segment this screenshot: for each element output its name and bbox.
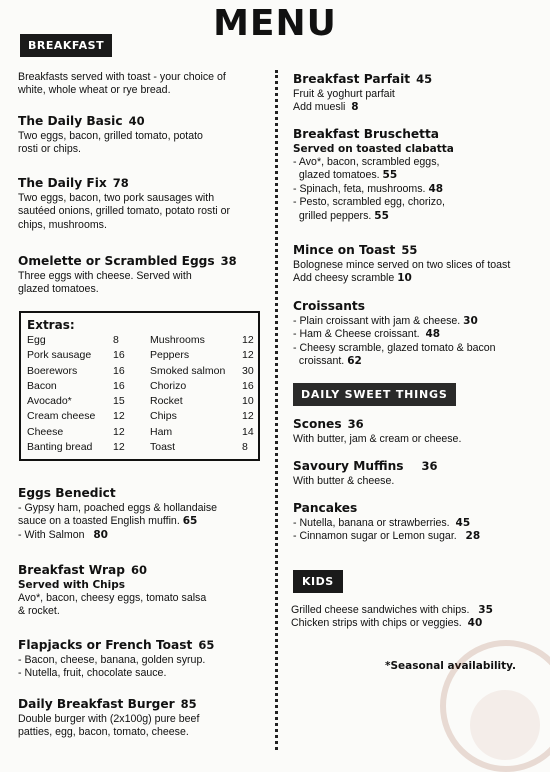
item-option: - With Salmon: [18, 528, 85, 541]
item-price: 8: [351, 101, 359, 114]
extras-row: [150, 348, 258, 363]
item-price: 10: [397, 272, 412, 285]
item-price: 28: [465, 530, 481, 543]
item-option: Add muesli: [293, 101, 346, 114]
sweet-things-section-header: DAILY SWEET THINGS: [293, 383, 456, 406]
extras-row: [27, 379, 137, 394]
item-description: Two eggs, bacon, two pork sausages with: [18, 192, 215, 204]
extras-row: [27, 364, 137, 379]
menu-title: MENU: [213, 3, 337, 44]
menu-item-mince-on-toast: [293, 242, 510, 286]
extra-price: 12: [113, 425, 125, 438]
item-price: 55: [382, 169, 398, 182]
item-name: Breakfast Wrap: [18, 563, 125, 577]
extras-row: [150, 425, 258, 440]
extra-price: 12: [242, 349, 254, 362]
item-price: 38: [220, 254, 237, 268]
item-price: 40: [128, 114, 145, 128]
kids-item: Grilled cheese sandwiches with chips.: [291, 604, 470, 616]
item-name: Scones: [293, 417, 342, 431]
breakfast-intro: [18, 71, 226, 98]
item-name: The Daily Basic: [18, 114, 123, 128]
menu-item-pancakes: [293, 500, 480, 544]
menu-item-omelette: [18, 253, 237, 297]
item-option: - Ham & Cheese croissant.: [293, 328, 420, 341]
breakfast-section-header: BREAKFAST: [20, 34, 112, 57]
extra-name: Bacon: [27, 379, 57, 392]
extra-name: Peppers: [150, 349, 190, 362]
extras-title: Extras:: [27, 318, 75, 332]
menu-item-daily-fix: [18, 175, 230, 232]
item-price: 65: [182, 515, 198, 528]
item-price: 85: [180, 697, 197, 711]
item-description: chips, mushrooms.: [18, 218, 107, 231]
extra-name: Rocket: [150, 395, 183, 408]
item-price: 60: [130, 563, 147, 577]
extra-price: 8: [113, 334, 119, 346]
item-name: Flapjacks or French Toast: [18, 638, 193, 652]
item-name: The Daily Fix: [18, 176, 107, 190]
item-description: Avo*, bacon, cheesy eggs, tomato salsa: [18, 592, 207, 604]
extra-price: 12: [242, 410, 254, 423]
item-price: 36: [347, 417, 364, 431]
extra-price: 14: [242, 425, 254, 438]
extras-row: [150, 364, 258, 379]
extras-row: [27, 394, 137, 409]
extra-name: Toast: [150, 441, 176, 454]
extras-row: [27, 425, 137, 440]
item-option: grilled peppers.: [298, 209, 372, 222]
extra-name: Smoked salmon: [150, 364, 226, 377]
extra-name: Mushrooms: [150, 334, 205, 346]
extra-price: 16: [113, 379, 125, 392]
extras-list-1: [27, 333, 137, 455]
extra-name: Ham: [150, 425, 173, 438]
item-price: 80: [93, 528, 108, 541]
item-option: croissant.: [298, 355, 345, 368]
extras-row: [27, 333, 137, 348]
item-price: 62: [347, 355, 362, 368]
item-price: 30: [463, 315, 478, 327]
item-name: Croissants: [293, 299, 365, 313]
item-description: sauce on a toasted English muffin.: [18, 515, 180, 528]
item-name: Mince on Toast: [293, 243, 396, 257]
item-description: glazed tomatoes.: [18, 283, 99, 296]
extras-row: [150, 379, 258, 394]
extra-price: 12: [113, 441, 125, 454]
extras-row: [27, 409, 137, 424]
menu-item-burger: [18, 696, 199, 740]
extras-box: [19, 311, 260, 461]
menu-item-bruschetta: [293, 126, 454, 223]
item-description: & rocket.: [18, 605, 60, 618]
item-description: sautéed onions, grilled tomato, potato rosti or: [18, 205, 230, 218]
extra-name: Cream cheese: [27, 410, 96, 423]
item-description: Two eggs, bacon, grilled tomato, potato: [18, 130, 203, 142]
extra-name: Chips: [150, 410, 177, 423]
extra-name: Boerewors: [27, 364, 78, 377]
seasonal-note: *Seasonal availability.: [385, 660, 517, 672]
extras-row: [150, 409, 258, 424]
item-name: Daily Breakfast Burger: [18, 697, 175, 711]
item-description: Double burger with (2x100g) pure beef: [18, 713, 200, 725]
extra-name: Avocado*: [27, 395, 72, 408]
item-subtitle: Served with Chips: [18, 579, 125, 591]
extras-row: [150, 394, 258, 409]
extras-row: [150, 440, 258, 455]
menu-item-eggs-benedict: [18, 485, 217, 542]
extra-price: 16: [113, 364, 125, 377]
item-subtitle: Served on toasted clabatta: [293, 143, 454, 155]
extra-name: Chorizo: [150, 379, 187, 392]
item-price: 35: [478, 604, 493, 616]
extra-price: 12: [113, 410, 125, 423]
item-price: 65: [198, 638, 215, 652]
extra-price: 15: [113, 395, 125, 408]
item-name: Breakfast Parfait: [293, 72, 411, 86]
intro-line: white, whole wheat or rye bread.: [18, 84, 171, 97]
kids-item: Chicken strips with chips or veggies.: [291, 617, 462, 630]
item-description: With butter & cheese.: [293, 475, 395, 487]
extra-price: 16: [113, 349, 125, 362]
item-name: Savoury Muffins: [293, 459, 404, 473]
item-option: - Pesto, scrambled egg, chorizo,: [293, 196, 445, 209]
column-divider: [275, 70, 278, 750]
extras-row: [150, 333, 258, 348]
menu-item-parfait: [293, 71, 432, 115]
menu-item-savoury-muffins: [293, 458, 438, 488]
extra-price: 12: [242, 334, 254, 346]
extras-list-2: [150, 333, 258, 455]
item-price: 78: [112, 176, 129, 190]
item-option: - Nutella, banana or strawberries.: [293, 517, 450, 529]
item-name: Pancakes: [293, 501, 358, 515]
extra-price: 16: [242, 379, 254, 392]
item-name: Eggs Benedict: [18, 486, 116, 500]
extras-row: [27, 348, 137, 363]
item-price: 55: [401, 243, 418, 257]
item-option: - Spinach, feta, mushrooms.: [293, 182, 426, 195]
item-option: - Cheesy scramble, glazed tomato & bacon: [293, 341, 496, 354]
menu-item-daily-basic: [18, 113, 203, 157]
extras-row: [27, 440, 137, 455]
extra-name: Cheese: [27, 425, 64, 438]
item-option: - Cinnamon sugar or Lemon sugar.: [293, 530, 457, 543]
extra-name: Egg: [27, 334, 46, 346]
item-name: Breakfast Bruschetta: [293, 127, 440, 141]
kids-section-header: KIDS: [293, 570, 343, 593]
menu-item-croissants: [293, 298, 496, 369]
item-description: Bolognese mince served on two slices of toast: [293, 259, 511, 271]
intro-line: Breakfasts served with toast - your choice of: [18, 71, 226, 83]
item-price: 40: [467, 617, 483, 630]
item-price: 45: [416, 72, 433, 86]
item-price: 36: [421, 459, 438, 473]
menu-item-scones: [293, 416, 461, 446]
item-description: rosti or chips.: [18, 143, 81, 156]
extra-price: 30: [242, 364, 254, 377]
extra-price: 8: [242, 441, 248, 454]
item-description: - Gypsy ham, poached eggs & hollandaise: [18, 502, 218, 514]
item-description: With butter, jam & cream or cheese.: [293, 433, 462, 445]
extra-price: 10: [242, 395, 254, 408]
item-price: 45: [455, 517, 471, 529]
item-option: glazed tomatoes.: [298, 169, 380, 182]
menu-item-breakfast-wrap: [18, 562, 206, 619]
item-option: - Avo*, bacon, scrambled eggs,: [293, 156, 440, 168]
extra-name: Banting bread: [27, 441, 93, 454]
item-name: Omelette or Scrambled Eggs: [18, 254, 215, 268]
item-price: 48: [425, 328, 441, 341]
item-price: 55: [374, 209, 389, 222]
item-price: 48: [428, 182, 444, 195]
item-option: Add cheesy scramble: [293, 272, 395, 285]
extra-name: Pork sausage: [27, 349, 92, 362]
menu-item-flapjacks: [18, 637, 214, 681]
item-option: - Plain croissant with jam & cheese.: [293, 315, 461, 327]
item-description: Three eggs with cheese. Served with: [18, 270, 192, 282]
item-description: - Nutella, fruit, chocolate sauce.: [18, 667, 167, 680]
item-description: patties, egg, bacon, tomato, cheese.: [18, 726, 189, 739]
kids-menu: [291, 604, 493, 631]
item-description: Fruit & yoghurt parfait: [293, 88, 395, 100]
item-description: - Bacon, cheese, banana, golden syrup.: [18, 654, 206, 666]
